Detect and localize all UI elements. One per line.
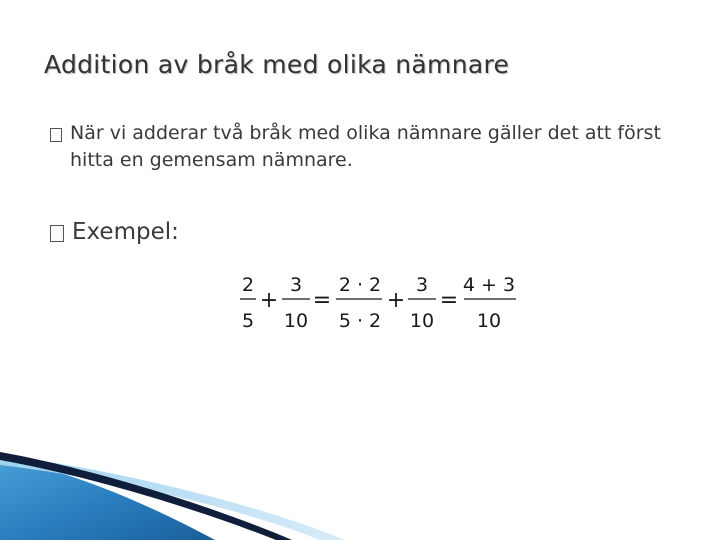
bullet-text-1: När vi adderar två bråk med olika nämnare gäller det att först hitta en gemensam nämnare. [70,122,661,171]
fraction-1-numerator: 2 [241,274,255,296]
fraction-4-numerator: 3 [415,274,429,296]
plus-sign-2: + [386,288,406,313]
fraction-2-denominator: 10 [283,310,309,332]
equals-sign-2: = [439,288,459,313]
fraction-2-numerator: 3 [289,274,303,296]
plus-sign-1: + [259,288,279,313]
blue-wave-shape [0,458,215,540]
fraction-1-denominator: 5 [241,310,255,332]
fraction-3-denominator: 5 · 2 [338,310,382,332]
slide-title: Addition av bråk med olika nämnare [44,50,510,79]
bullet-text-2: Exempel: [72,219,179,245]
fraction-3-numerator: 2 · 2 [338,274,382,296]
fraction-4-denominator: 10 [409,310,435,332]
equals-sign-1: = [312,288,332,313]
fraction-5-numerator: 4 + 3 [462,274,516,296]
fraction-5-denominator: 10 [476,310,502,332]
